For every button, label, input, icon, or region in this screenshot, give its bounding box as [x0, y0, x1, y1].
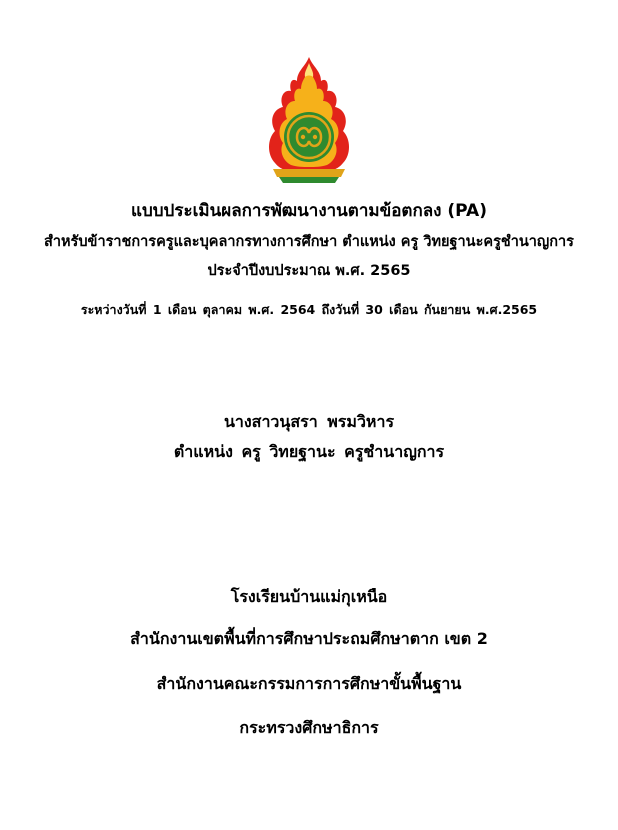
- person-name: นางสาวนุสรา พรมวิหาร: [223, 412, 395, 431]
- document-subtitle: สำหรับข้าราชการครูและบุคลากรทางการศึกษา ตำแหน่ง ครู วิทยฐานะครูชำนาญการ: [44, 234, 574, 250]
- document-title: แบบประเมินผลการพัฒนางานตามข้อตกลง (PA): [131, 201, 487, 221]
- education-ministry-emblem-icon: [263, 55, 355, 185]
- person-position: ตำแหน่ง ครู วิทยฐานะ ครูชำนาญการ: [173, 442, 445, 461]
- fiscal-year: ประจำปีงบประมาณ พ.ศ. 2565: [207, 263, 411, 279]
- school-name: โรงเรียนบ้านแม่กุเหนือ: [230, 587, 388, 606]
- basic-education-commission: สำนักงานคณะกรรมการการศึกษาขั้นพื้นฐาน: [156, 674, 462, 693]
- ministry-name: กระทรวงศึกษาธิการ: [239, 718, 379, 737]
- district-office: สำนักงานเขตพื้นที่การศึกษาประถมศึกษาตาก เขต 2: [130, 629, 488, 648]
- evaluation-period: ระหว่างวันที่ 1 เดือน ตุลาคม พ.ศ. 2564 ถึงวันที่ 30 เดือน กันยายน พ.ศ.2565: [80, 302, 538, 317]
